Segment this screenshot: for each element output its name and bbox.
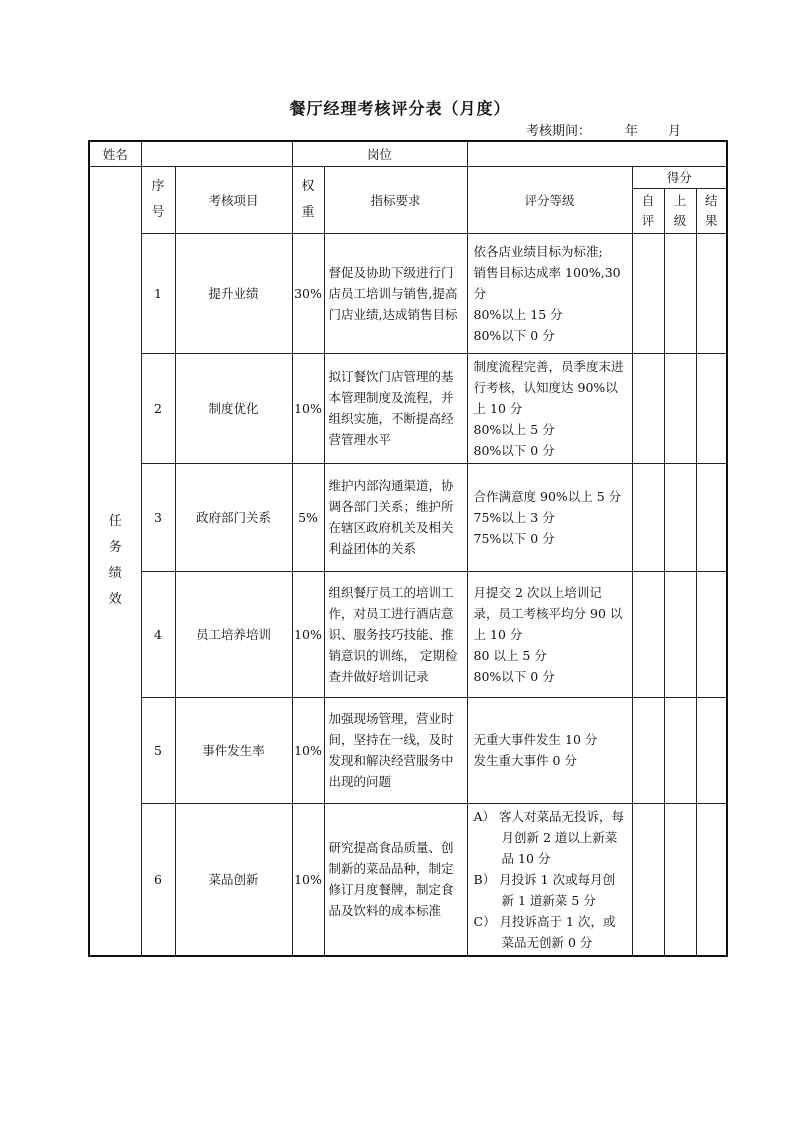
table-row [89,463,727,571]
grading-line: B） 月投诉 1 次或每月创新 1 道新菜 5 分 [473,871,616,908]
row-weight: 10% [292,353,324,463]
table-row [89,803,727,956]
self-score-cell[interactable] [632,233,664,353]
self-header: 自评 [632,188,664,233]
row-weight: 30% [292,233,324,353]
row-requirement: 维护内部沟通渠道，协调各部门关系；维护所在辖区政府机关及相关利益团体的关系 [324,463,467,571]
weight-header: 权重 [292,166,324,233]
grading-line: C） 月投诉高于 1 次，或菜品无创新 0 分 [473,913,616,950]
grading-line: 80%以上 15 分 [473,306,563,322]
row-grading [467,697,632,803]
grading-line: 80%以上 5 分 [473,421,555,437]
row-grading [467,233,632,353]
grading-line: A） 客人对菜品无投诉，每月创新 2 道以上新菜品 10 分 [473,808,625,866]
row-weight: 5% [292,463,324,571]
item-header: 考核项目 [175,166,292,233]
superior-score-cell[interactable] [664,463,696,571]
result-score-cell[interactable] [696,803,727,956]
table-row [89,233,727,353]
row-grading [467,803,632,956]
superior-score-cell[interactable] [664,571,696,697]
score-header: 得分 [632,166,727,188]
superior-header: 上级 [664,188,696,233]
period-label: 考核期间： [526,124,592,139]
grading-line: 月提交 2 次以上培训记录，员工考核平均分 90 以上 10 分 [473,584,623,642]
result-score-cell[interactable] [696,233,727,353]
grading-line: 80 以上 5 分 [473,647,547,663]
row-requirement: 拟订餐饮门店管理的基本管理制度及流程，并组织实施，不断提高经营管理水平 [324,353,467,463]
self-score-cell[interactable] [632,353,664,463]
row-grading [467,463,632,571]
grading-line: 75%以下 0 分 [473,530,555,546]
post-field[interactable] [467,141,727,166]
self-score-cell[interactable] [632,463,664,571]
grading-line: 80%以下 0 分 [473,442,555,458]
self-score-cell[interactable] [632,803,664,956]
result-score-cell[interactable] [696,463,727,571]
superior-score-cell[interactable] [664,233,696,353]
table-row [89,571,727,697]
row-seq: 4 [141,571,175,697]
grading-line: 发生重大事件 0 分 [473,753,577,768]
grading-line: 制度流程完善，员季度末进行考核，认知度达 90%以上 10 分 [473,358,624,416]
superior-score-cell[interactable] [664,353,696,463]
row-seq: 3 [141,463,175,571]
row-seq: 6 [141,803,175,956]
grading-line: 合作满意度 90%以上 5 分 [473,488,622,504]
row-item: 菜品创新 [175,803,292,956]
row-seq: 2 [141,353,175,463]
grading-line: 无重大事件发生 10 分 [473,732,598,747]
grading-line: 80%以下 0 分 [473,327,555,343]
row-item: 事件发生率 [175,697,292,803]
row-item: 提升业绩 [175,233,292,353]
row-requirement: 研究提高食品质量、创制新的菜品品种，制定修订月度餐牌，制定食品及饮料的成本标准 [324,803,467,956]
result-score-cell[interactable] [696,571,727,697]
seq-header: 序号 [141,166,175,233]
result-score-cell[interactable] [696,697,727,803]
grading-line: 80%以下 0 分 [473,668,555,684]
row-requirement: 加强现场管理，营业时间，坚持在一线，及时发现和解决经营服务中出现的问题 [324,697,467,803]
row-grading [467,571,632,697]
result-header: 结果 [696,188,727,233]
assessment-period [526,120,681,139]
row-item: 政府部门关系 [175,463,292,571]
header-info-row [89,141,727,166]
superior-score-cell[interactable] [664,803,696,956]
grading-line: 销售目标达成率 100%,30 分 [473,264,621,301]
grading-line: 75%以上 3 分 [473,509,555,525]
row-seq: 1 [141,233,175,353]
superior-score-cell[interactable] [664,697,696,803]
period-month-label: 月 [668,124,682,139]
post-label: 岗位 [292,141,467,166]
table-row [89,697,727,803]
name-label: 姓名 [89,141,141,166]
evaluation-table [88,140,728,957]
name-field[interactable] [141,141,292,166]
form-title: 餐厅经理考核评分表（月度） [289,99,511,118]
period-year-label: 年 [625,124,639,139]
row-requirement: 督促及协助下级进行门店员工培训与销售,提高门店业绩,达成销售目标 [324,233,467,353]
self-score-cell[interactable] [632,571,664,697]
result-score-cell[interactable] [696,353,727,463]
requirement-header: 指标要求 [324,166,467,233]
row-grading [467,353,632,463]
self-score-cell[interactable] [632,697,664,803]
row-item: 制度优化 [175,353,292,463]
row-item: 员工培养培训 [175,571,292,697]
table-row [89,353,727,463]
row-weight: 10% [292,803,324,956]
row-weight: 10% [292,571,324,697]
row-seq: 5 [141,697,175,803]
grading-line: 依各店业绩目标为标准; [473,243,603,259]
category-cell: 任务绩效 [89,166,141,956]
row-requirement: 组织餐厅员工的培训工作，对员工进行酒店意识、服务技巧技能、推销意识的训练， 定期检查并做好培训记录 [324,571,467,697]
column-header-row [89,166,727,188]
grading-header: 评分等级 [467,166,632,233]
row-weight: 10% [292,697,324,803]
